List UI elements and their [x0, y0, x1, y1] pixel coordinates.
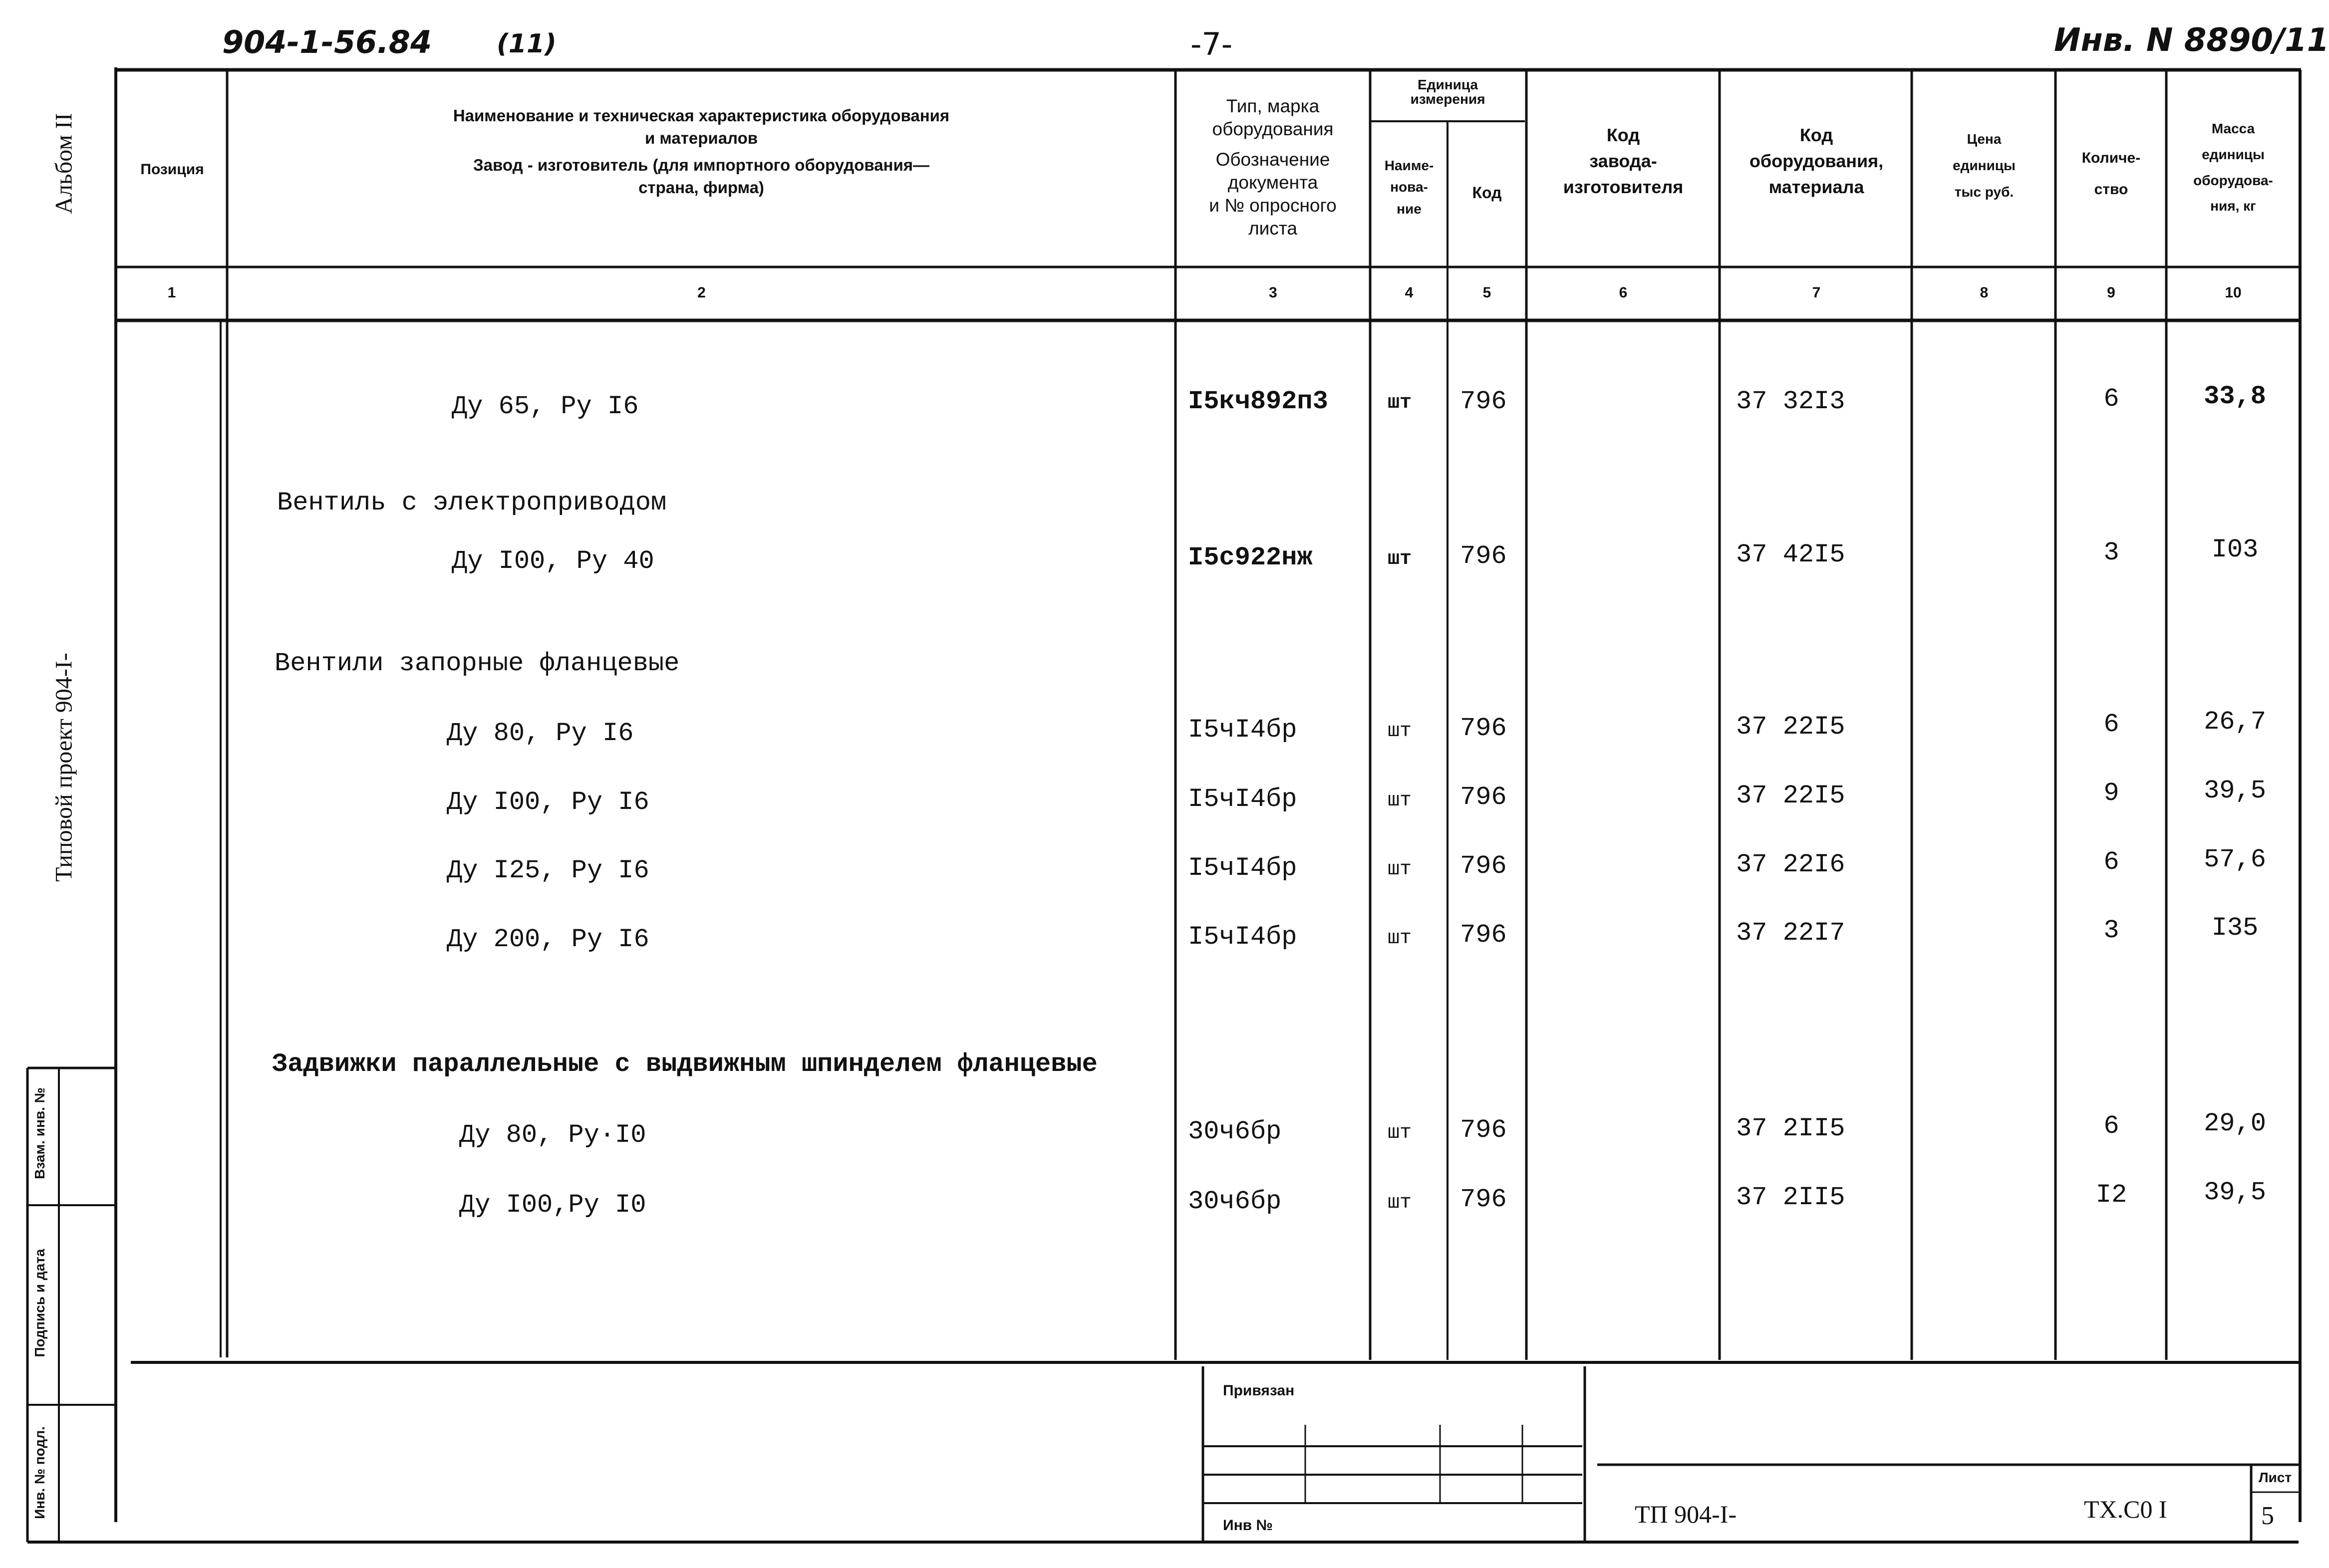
item-quantity: 9: [2103, 779, 2119, 808]
header-type-line: оборудования: [1212, 119, 1334, 140]
header-price-line: единицы: [1953, 158, 2016, 174]
header-plant-line: Код: [1606, 125, 1640, 145]
item-quantity: 3: [2103, 538, 2119, 567]
header-name-line: Наименование и техническая характеристика оборудования: [453, 106, 950, 125]
item-unit-code: 796: [1460, 851, 1507, 881]
item-type: 30ч6бр: [1188, 1187, 1282, 1216]
header-qty-line: Количе-: [2081, 150, 2141, 166]
item-unit-code: 796: [1460, 541, 1507, 571]
item-equipment-code: 37 22I6: [1736, 850, 1845, 879]
item-type: I5чI4бр: [1188, 784, 1297, 814]
item-name: Ду I00, Ру 40: [452, 546, 654, 576]
header-position: Позиция: [140, 161, 204, 178]
attached-label: Привязан: [1223, 1382, 1295, 1399]
header-unit-code: Код: [1472, 184, 1502, 202]
col-number: 3: [1269, 284, 1277, 301]
item-unit-code: 796: [1460, 1185, 1507, 1214]
item-mass: 39,5: [2204, 1178, 2266, 1207]
item-mass: 57,6: [2204, 845, 2266, 874]
header-type-line: документа: [1227, 172, 1318, 193]
item-quantity: I2: [2095, 1180, 2127, 1210]
item-quantity: 6: [2103, 1111, 2119, 1141]
header-mass-line: единицы: [2202, 146, 2265, 162]
item-name: Ду 65, Ру I6: [452, 392, 639, 421]
header-mass: [2168, 116, 2299, 219]
item-unit: шт: [1388, 789, 1412, 812]
item-quantity: 6: [2103, 847, 2119, 877]
header-price: [1914, 126, 2054, 206]
item-mass: I35: [2211, 913, 2259, 943]
header-unit-line: Единица: [1418, 77, 1478, 92]
sheet-label: Лист: [2259, 1470, 2292, 1485]
header-type-line: и № опросного: [1209, 195, 1337, 216]
inventory-number: Инв. N 8890/11: [2054, 22, 2329, 59]
item-mass: 26,7: [2204, 707, 2266, 737]
item-unit-code: 796: [1460, 783, 1507, 812]
item-equipment-code: 37 2II5: [1736, 1114, 1845, 1143]
item-unit: шт: [1388, 858, 1412, 881]
header-mass-line: оборудова-: [2193, 172, 2273, 188]
item-mass: 29,0: [2204, 1109, 2266, 1138]
item-unit-code: 796: [1460, 920, 1507, 950]
header-price-line: Цена: [1967, 131, 2002, 147]
col-number: 10: [2225, 284, 2242, 301]
item-unit: шт: [1388, 548, 1412, 570]
replaced-inv-label: Взам. инв. №: [32, 1087, 47, 1179]
item-equipment-code: 37 42I5: [1736, 540, 1845, 569]
project-designation: ТП 904-I-: [1635, 1500, 1737, 1528]
col-number: 9: [2107, 284, 2115, 301]
item-type: I5чI4бр: [1188, 715, 1297, 745]
col-number: 2: [697, 284, 706, 301]
item-mass: 33,8: [2204, 382, 2266, 411]
item-unit: шт: [1388, 1192, 1412, 1214]
item-quantity: 3: [2103, 916, 2119, 945]
header-unit-name-line: Наиме-: [1384, 158, 1434, 173]
header-equip-line: материала: [1768, 177, 1864, 198]
group-heading: Вентили запорные фланцевые: [275, 649, 680, 678]
item-unit: шт: [1388, 927, 1412, 950]
header-name-line: страна, фирма): [638, 178, 764, 197]
header-unit: [1372, 77, 1524, 107]
original-inv-label: Инв. № подл.: [32, 1426, 47, 1519]
item-unit: шт: [1388, 1122, 1412, 1144]
header-type-line: Обозначение: [1215, 149, 1330, 170]
item-equipment-code: 37 32I3: [1736, 387, 1845, 416]
header-equipment-code: [1722, 122, 1911, 201]
album-label: Альбом II: [50, 113, 77, 214]
header-unit-name: [1372, 155, 1447, 220]
sheet-code: ТХ.С0 I: [2084, 1495, 2167, 1523]
col-number: 1: [167, 284, 176, 301]
item-equipment-code: 37 22I5: [1736, 712, 1845, 742]
header-price-line: тыс руб.: [1954, 184, 2014, 200]
header-type-line: Тип, марка: [1226, 96, 1320, 116]
item-quantity: 6: [2103, 710, 2119, 739]
item-name: Ду I00,Ру I0: [459, 1190, 646, 1220]
header-qty-line: ство: [2094, 181, 2128, 198]
item-unit-code: 796: [1460, 714, 1507, 743]
header-plant-line: изготовителя: [1563, 177, 1684, 198]
page-number: -7-: [1190, 26, 1233, 62]
item-type: 30ч6бр: [1188, 1117, 1282, 1146]
col-number: 5: [1482, 284, 1491, 301]
sheet-number: 5: [2261, 1502, 2274, 1530]
item-unit-code: 796: [1460, 1115, 1507, 1145]
group-heading: Вентиль с электроприводом: [277, 488, 667, 518]
header-type: [1178, 95, 1368, 241]
project-label: Типовой проект 904-I-: [50, 653, 77, 882]
item-type: I5с922нж: [1188, 543, 1313, 572]
item-unit: шт: [1388, 720, 1412, 743]
col-number: 4: [1405, 284, 1414, 301]
header-name: [230, 105, 1173, 199]
header-name-line: и материалов: [644, 128, 758, 147]
item-name: Ду I00, Ру I6: [447, 787, 649, 817]
item-equipment-code: 37 22I5: [1736, 781, 1845, 810]
item-equipment-code: 37 2II5: [1736, 1183, 1845, 1212]
header-equip-line: оборудования,: [1749, 151, 1884, 172]
col-number: 7: [1812, 284, 1821, 301]
item-unit-code: 796: [1460, 387, 1507, 416]
doc-number: (11): [497, 29, 557, 59]
col-number: 8: [1980, 284, 1989, 301]
header-name-line: Завод - изготовитель (для импортного оборудования—: [473, 156, 930, 175]
item-name: Ду 80, Ру I6: [447, 719, 634, 748]
doc-code: 904-1-56.84: [222, 24, 432, 60]
item-name: Ду I25, Ру I6: [447, 856, 649, 885]
header-plant-line: завода-: [1589, 151, 1657, 172]
item-type: I5кч892п3: [1188, 387, 1328, 416]
group-heading: Задвижки параллельные с выдвижным шпинделем фланцевые: [272, 1049, 1098, 1079]
item-mass: I03: [2211, 535, 2259, 564]
item-name: Ду 200, Ру I6: [447, 925, 649, 954]
header-equip-line: Код: [1799, 125, 1833, 145]
item-type: I5чI4бр: [1188, 853, 1297, 883]
inventory-no-label: Инв №: [1223, 1517, 1273, 1534]
header-quantity: [2057, 142, 2165, 205]
item-type: I5чI4бр: [1188, 922, 1297, 952]
header-plant-code: [1528, 122, 1718, 201]
header-unit-name-line: нова-: [1390, 179, 1428, 195]
header-unit-line: измерения: [1410, 91, 1485, 107]
item-unit: шт: [1388, 392, 1412, 414]
header-mass-line: ния, кг: [2210, 198, 2256, 214]
item-name: Ду 80, Ру·I0: [459, 1120, 646, 1150]
item-quantity: 6: [2103, 384, 2119, 414]
header-type-line: листа: [1248, 218, 1297, 239]
item-mass: 39,5: [2204, 776, 2266, 805]
signature-date-label: Подпись и дата: [32, 1249, 47, 1357]
header-unit-name-line: ние: [1397, 201, 1422, 217]
header-mass-line: Масса: [2211, 121, 2255, 136]
col-number: 6: [1619, 284, 1628, 301]
item-equipment-code: 37 22I7: [1736, 918, 1845, 948]
